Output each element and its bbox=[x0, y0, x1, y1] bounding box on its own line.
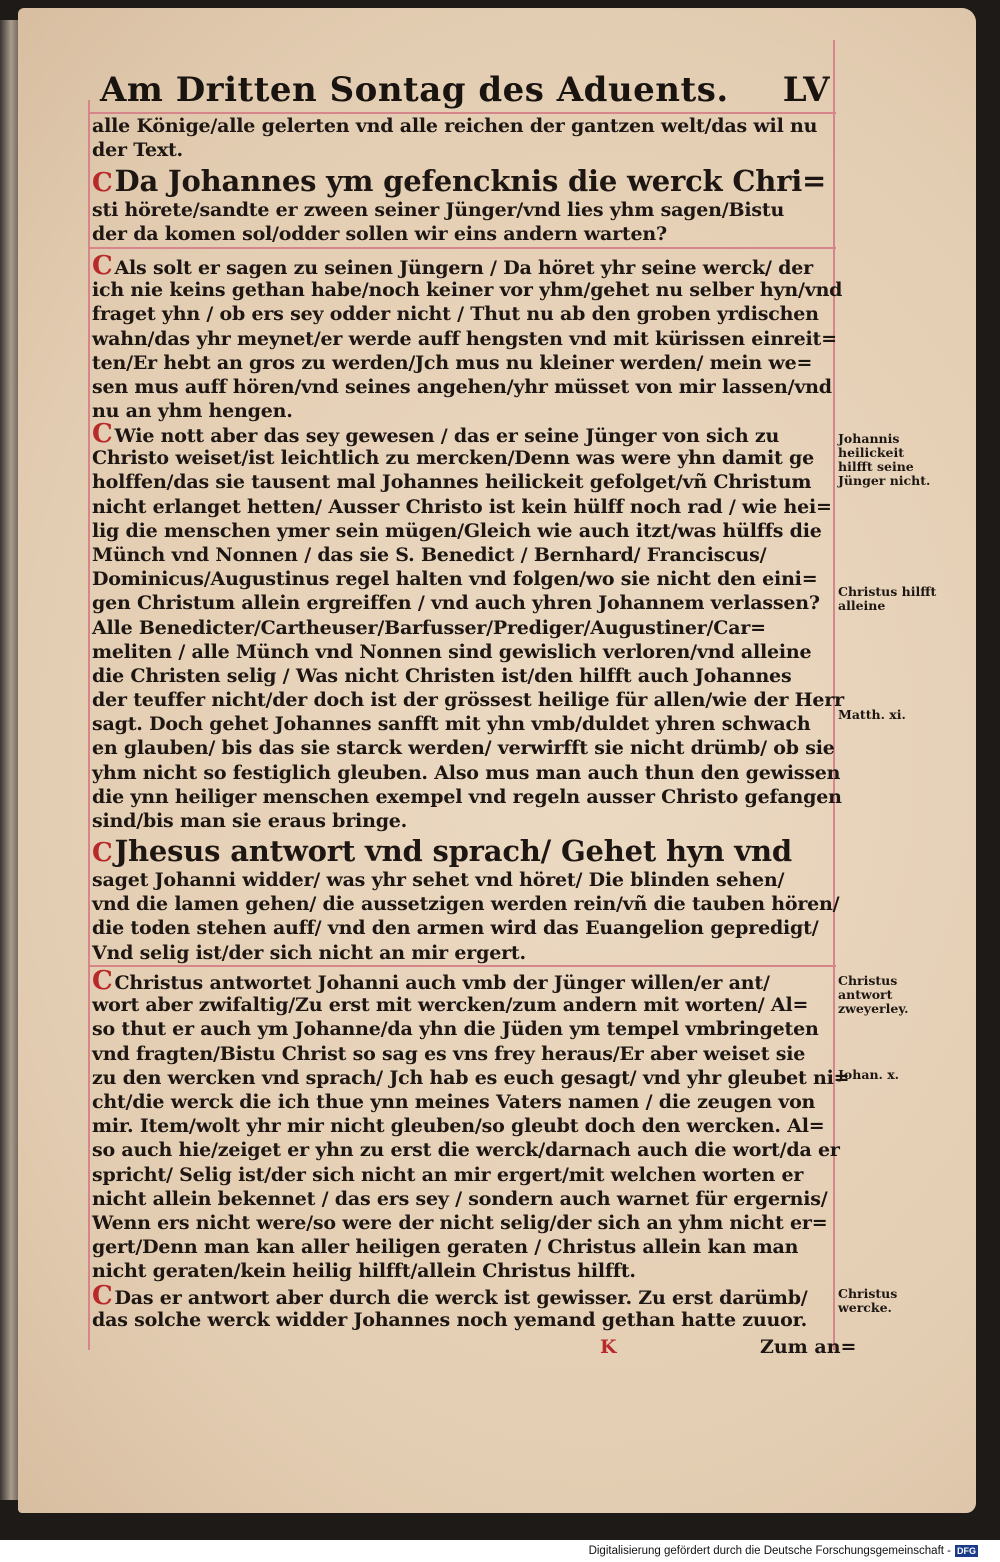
text-paragraph bbox=[92, 114, 832, 162]
text-line bbox=[92, 993, 832, 1017]
line-text: wort aber zwifaltig/Zu erst mit wercken/zum andern mit worten/ Al= bbox=[92, 994, 809, 1017]
text-line bbox=[92, 543, 832, 567]
text-line bbox=[92, 567, 832, 591]
text-line bbox=[92, 736, 835, 760]
line-text: nicht allein bekennet / das ers sey / sondern auch warnet für ergernis/ bbox=[92, 1187, 828, 1210]
line-text: Vnd selig ist/der sich nicht an mir ergert. bbox=[92, 941, 526, 964]
text-line bbox=[92, 1163, 832, 1187]
line-text: Dominicus/Augustinus regel halten vnd folgen/wo sie nicht den eini= bbox=[92, 568, 818, 591]
text-line bbox=[92, 941, 832, 965]
line-text: spricht/ Selig ist/der sich nicht an mir ergert/mit welchen worten er bbox=[92, 1163, 804, 1186]
line-text: sagt. Doch gehet Johannes sanfft mit yhn vmb/duldet yhren schwach bbox=[92, 713, 811, 736]
line-text: fraget yhn / ob ers sey odder nicht / Thut nu ab den groben yrdischen bbox=[92, 303, 819, 326]
text-line bbox=[92, 809, 832, 833]
line-text: so auch hie/zeiget er yhn zu erst die werck/darnach auch die wort/da er bbox=[92, 1139, 840, 1162]
line-text: vnd die lamen gehen/ die aussetzigen werden rein/vñ die tauben hören/ bbox=[92, 893, 840, 916]
margin-note: Christus antwort zweyerley. bbox=[838, 973, 909, 1016]
text-line bbox=[92, 1066, 850, 1090]
text-paragraph bbox=[92, 419, 844, 833]
text-line bbox=[92, 688, 844, 712]
line-text: meliten / alle Münch vnd Nonnen sind gewislich verloren/vnd alleine bbox=[92, 640, 812, 663]
folio-number: LV bbox=[782, 70, 830, 110]
footer-text: Digitalisierung gefördert durch die Deutsche Forschungsgemeinschaft - bbox=[588, 1545, 951, 1557]
paragraph-mark: C bbox=[92, 966, 113, 996]
line-text: zu den wercken vnd sprach/ Jch hab es euch gesagt/ vnd yhr gleubet ni= bbox=[92, 1066, 850, 1089]
line-text: sind/bis man sie eraus bringe. bbox=[92, 810, 408, 832]
text-line bbox=[92, 375, 832, 399]
line-text: sti hörete/sandte er zween seiner Jünger/vnd lies yhm sagen/Bistu bbox=[92, 199, 785, 221]
text-line bbox=[92, 399, 832, 423]
rule-heading1 bbox=[88, 247, 836, 249]
text-line bbox=[92, 1308, 832, 1332]
text-line bbox=[92, 1281, 832, 1311]
line-text: Da Johannes ym gefencknis die werck Chri= bbox=[114, 164, 827, 198]
text-line bbox=[92, 251, 832, 281]
text-line bbox=[92, 1042, 832, 1066]
line-text: vnd fragten/Bistu Christ so sag es vns frey heraus/Er aber weiset sie bbox=[92, 1042, 806, 1065]
line-text: Christo weiset/ist leichtlich zu mercken/Denn was were yhn damit ge bbox=[92, 447, 815, 470]
margin-note: Christus wercke. bbox=[838, 1286, 898, 1315]
text-line bbox=[92, 868, 832, 892]
line-text: die Christen selig / Was nicht Christen ist/den hilfft auch Johannes bbox=[92, 664, 792, 687]
line-text: gen Christum allein ergreiffen / vnd auch yhren Johannem verlassen? bbox=[92, 592, 820, 615]
line-text: der da komen sol/odder sollen wir eins andern warten? bbox=[92, 223, 667, 246]
dfg-logo: DFG bbox=[957, 1546, 976, 1556]
rule-left bbox=[88, 100, 90, 1350]
line-text: das solche werck widder Johannes noch yemand gethan hatte zuuor. bbox=[92, 1309, 808, 1332]
rule-heading2 bbox=[88, 965, 836, 967]
line-text: so thut er auch ym Johanne/da yhn die Jüden ym tempel vmbringeten bbox=[92, 1018, 819, 1041]
line-text: nu an yhm hengen. bbox=[92, 400, 293, 423]
text-line bbox=[92, 446, 832, 470]
text-paragraph bbox=[92, 1281, 832, 1332]
text-line bbox=[92, 664, 832, 688]
line-text: die toden stehen auff/ vnd den armen wird das Euangelion gepredigt/ bbox=[92, 917, 819, 940]
text-line bbox=[92, 591, 832, 615]
text-line bbox=[92, 966, 832, 996]
line-text: en glauben/ bis das sie starck werden/ verwirfft sie nicht drümb/ ob sie bbox=[92, 737, 835, 760]
text-line bbox=[92, 164, 832, 198]
text-line bbox=[92, 785, 842, 809]
text-line bbox=[92, 351, 832, 375]
paragraph-mark: C bbox=[92, 1281, 113, 1311]
text-line bbox=[92, 1017, 832, 1041]
running-header bbox=[100, 70, 830, 110]
text-line bbox=[92, 138, 832, 162]
paragraph-mark: C bbox=[92, 251, 113, 281]
line-text: Als solt er sagen zu seinen Jüngern / Da höret yhr seine werck/ der bbox=[114, 257, 813, 279]
text-line bbox=[92, 1138, 840, 1162]
paragraph-mark: C bbox=[92, 168, 113, 198]
page-title: Am Dritten Sontag des Aduents. bbox=[100, 70, 729, 110]
scripture-heading bbox=[92, 834, 840, 965]
line-text: Alle Benedicter/Cartheuser/Barfusser/Prediger/Augustiner/Car= bbox=[92, 616, 766, 639]
margin-note: Johan. x. bbox=[838, 1067, 900, 1082]
text-line bbox=[92, 1114, 832, 1138]
text-line bbox=[92, 712, 832, 736]
line-text: sen mus auff hören/vnd seines angehen/yhr müsset von mir lassen/vnd bbox=[92, 375, 832, 398]
paragraph-mark: C bbox=[92, 419, 113, 449]
text-line bbox=[92, 640, 832, 664]
text-paragraph bbox=[92, 966, 850, 1283]
line-text: der Text. bbox=[92, 139, 183, 162]
line-text: wahn/das yhr meynet/er werde auff hengsten vnd mit kürissen einreit= bbox=[92, 327, 837, 350]
line-text: ten/Er hebt an gros zu werden/Jch mus nu kleiner werden/ mein we= bbox=[92, 351, 813, 374]
line-text: nicht geraten/kein heilig hilfft/allein Christus hilfft. bbox=[92, 1260, 636, 1283]
text-line bbox=[92, 470, 832, 494]
paragraph-mark: C bbox=[92, 838, 113, 868]
line-text: die ynn heiliger menschen exempel vnd regeln ausser Christo gefangen bbox=[92, 785, 842, 808]
margin-note: Johannis heilickeit hilfft seine Jünger nicht. bbox=[838, 431, 931, 488]
text-line bbox=[92, 495, 832, 519]
text-line bbox=[92, 916, 832, 940]
line-text: nicht erlanget hetten/ Ausser Christo ist kein hülff noch rad / wie hei= bbox=[92, 495, 832, 518]
text-line bbox=[92, 114, 832, 138]
margin-note: Christus hilfft alleine bbox=[838, 584, 937, 613]
text-line bbox=[92, 419, 832, 449]
line-text: Das er antwort aber durch die werck ist gewisser. Zu erst darümb/ bbox=[114, 1287, 808, 1309]
text-paragraph bbox=[92, 251, 843, 423]
line-text: Wie nott aber das sey gewesen / das er seine Jünger von sich zu bbox=[114, 425, 780, 447]
line-text: holffen/das sie tausent mal Johannes heilickeit gefolget/vñ Christum bbox=[92, 471, 812, 494]
text-line bbox=[92, 761, 841, 785]
scripture-heading bbox=[92, 164, 832, 246]
text-line bbox=[92, 1259, 832, 1283]
text-line bbox=[92, 1187, 832, 1211]
signature-mark: K bbox=[600, 1336, 617, 1358]
line-text: Jhesus antwort vnd sprach/ Gehet hyn vnd bbox=[114, 834, 792, 868]
text-line bbox=[92, 222, 832, 246]
line-text: der teuffer nicht/der doch ist der grössest heilige für allen/wie der Herr bbox=[92, 689, 844, 712]
text-line bbox=[92, 278, 843, 302]
line-text: mir. Item/wolt yhr mir nicht gleuben/so gleubt doch den wercken. Al= bbox=[92, 1115, 825, 1138]
catchword: Zum an= bbox=[760, 1336, 857, 1358]
text-line bbox=[92, 519, 832, 543]
line-text: ich nie keins gethan habe/noch keiner vor yhm/gehet nu selber hyn/vnd bbox=[92, 279, 843, 302]
line-text: Münch vnd Nonnen / das sie S. Benedict / Bernhard/ Franciscus/ bbox=[92, 543, 767, 566]
line-text: Christus antwortet Johanni auch vmb der Jünger willen/er ant/ bbox=[114, 972, 770, 994]
text-line bbox=[92, 1090, 832, 1114]
line-text: cht/die werck die ich thue ynn meines Vaters namen / die zeugen von bbox=[92, 1090, 816, 1113]
margin-note: Matth. xi. bbox=[838, 707, 906, 722]
line-text: yhm nicht so festiglich gleuben. Also mus man auch thun den gewissen bbox=[92, 761, 841, 784]
footer bbox=[589, 1545, 978, 1557]
line-text: gert/Denn man kan aller heiligen geraten / Christus allein kan man bbox=[92, 1236, 799, 1259]
text-line bbox=[92, 616, 832, 640]
text-line bbox=[92, 327, 837, 351]
text-line bbox=[92, 198, 832, 222]
line-text: lig die menschen ymer sein mügen/Gleich wie auch itzt/was hülffs die bbox=[92, 519, 822, 542]
text-line bbox=[92, 1211, 832, 1235]
line-text: Wenn ers nicht were/so were der nicht selig/der sich an yhm nicht er= bbox=[92, 1211, 828, 1234]
text-line bbox=[92, 834, 832, 868]
line-text: alle Könige/alle gelerten vnd alle reichen der gantzen welt/das wil nu bbox=[92, 115, 818, 137]
text-line bbox=[92, 302, 832, 326]
text-line bbox=[92, 1235, 832, 1259]
text-line bbox=[92, 892, 840, 916]
line-text: saget Johanni widder/ was yhr sehet vnd höret/ Die blinden sehen/ bbox=[92, 869, 785, 891]
